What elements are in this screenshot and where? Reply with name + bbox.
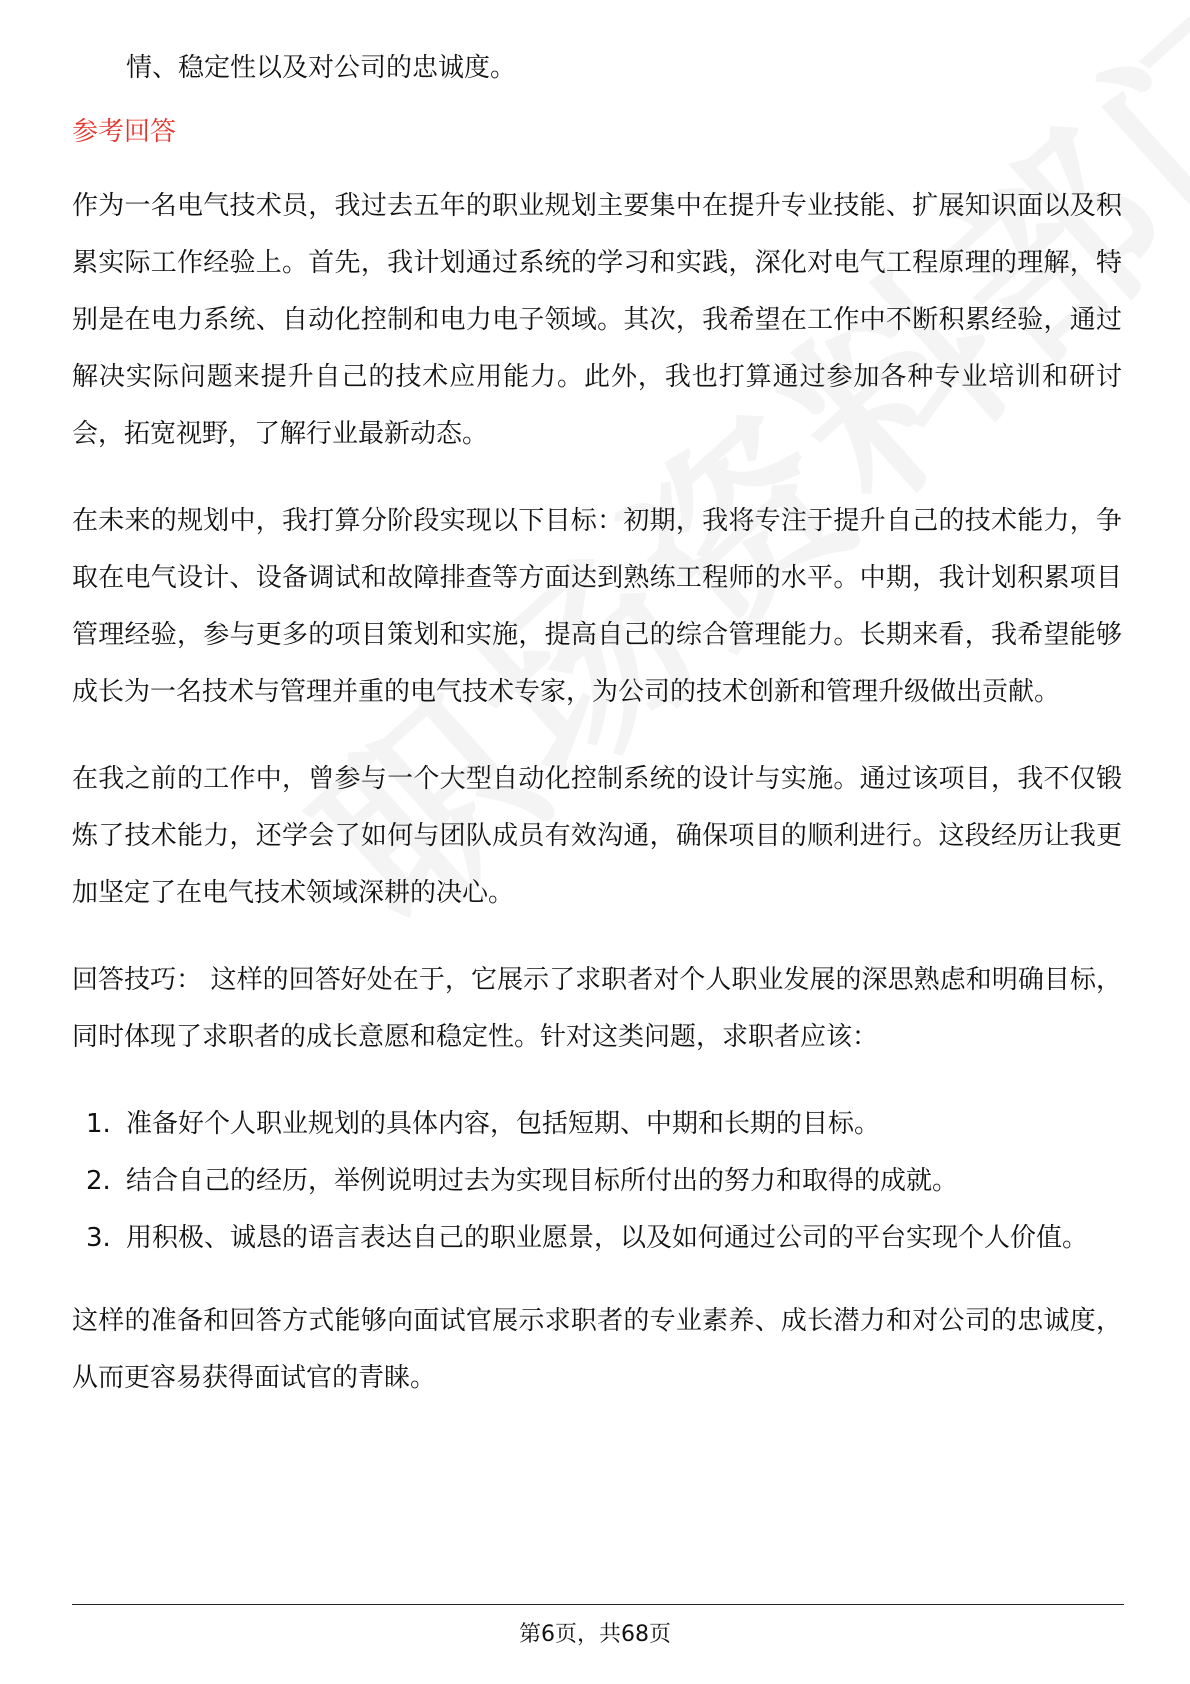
list-item-number: 3. [86, 1223, 111, 1253]
list-item-text: 结合自己的经历，举例说明过去为实现目标所付出的努力和取得的成就。 [126, 1166, 959, 1196]
list-item-text: 用积极、诚恳的语言表达自己的职业愿景，以及如何通过公司的平台实现个人价值。 [126, 1223, 1089, 1253]
list-item [72, 1210, 1122, 1267]
list-item-number: 2. [86, 1166, 111, 1196]
footer-divider [72, 1604, 1124, 1605]
page-content [72, 48, 1122, 1437]
page-number: 第6页，共68页 [519, 1622, 671, 1647]
paragraph-closing: 这样的准备和回答方式能够向面试官展示求职者的专业素养、成长潜力和对公司的忠诚度，从而更容易获得面试官的青睐。 [72, 1306, 1122, 1393]
tips-list [72, 1096, 1122, 1267]
continuation-text: 情、稳定性以及对公司的忠诚度。 [126, 53, 517, 83]
paragraph-answer-tips: 回答技巧： 这样的回答好处在于，它展示了求职者对个人职业发展的深思熟虑和明确目标，同时体现了求职者的成长意愿和稳定性。针对这类问题，求职者应该： [72, 965, 1122, 1052]
section-heading: 参考回答 [72, 117, 177, 147]
paragraph-career-plan: 作为一名电气技术员，我过去五年的职业规划主要集中在提升专业技能、扩展知识面以及积累实际工作经验上。首先，我计划通过系统的学习和实践，深化对电气工程原理的理解，特别是在电力系统、自动化控制和电力电子领域。其次，我希望在工作中不断积累经验，通过解决实际问题来提升自己的技术应用能力。此外，我也打算通过参加各种专业培训和研讨会，拓宽视野，了解行业最新动态。 [72, 191, 1122, 449]
list-item [72, 1153, 1122, 1210]
list-item-text: 准备好个人职业规划的具体内容，包括短期、中期和长期的目标。 [126, 1109, 881, 1139]
paragraph-past-experience: 在我之前的工作中，曾参与一个大型自动化控制系统的设计与实施。通过该项目，我不仅锻炼了技术能力，还学会了如何与团队成员有效沟通，确保项目的顺利进行。这段经历让我更加坚定了在电气技术领域深耕的决心。 [72, 764, 1122, 908]
list-item-number: 1. [86, 1109, 111, 1139]
list-item [72, 1096, 1122, 1153]
paragraph-future-goals: 在未来的规划中，我打算分阶段实现以下目标：初期，我将专注于提升自己的技术能力，争取在电气设计、设备调试和故障排查等方面达到熟练工程师的水平。中期，我计划积累项目管理经验，参与更多的项目策划和实施，提高自己的综合管理能力。长期来看，我希望能够成长为一名技术与管理并重的电气技术专家，为公司的技术创新和管理升级做出贡献。 [72, 506, 1122, 707]
